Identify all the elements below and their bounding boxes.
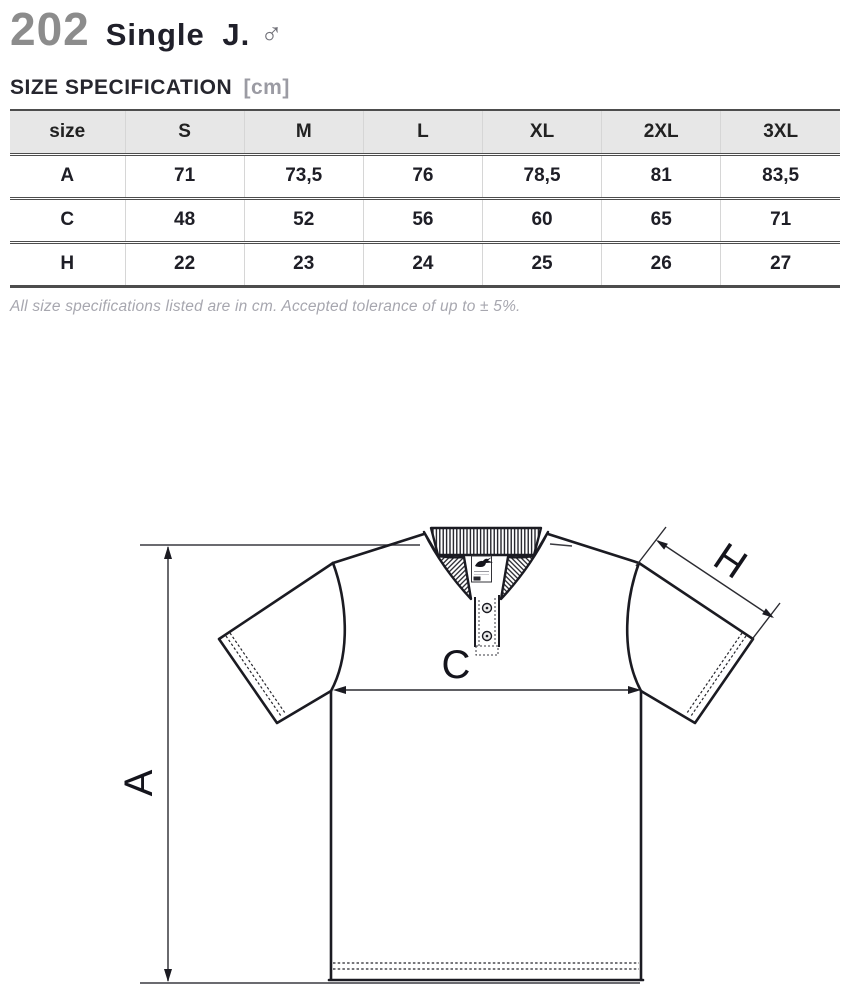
table-cell: 25: [482, 242, 601, 286]
table-cell: 22: [125, 242, 244, 286]
row-label: C: [10, 198, 125, 242]
page-header: [0, 0, 850, 55]
table-header-cell: S: [125, 110, 244, 155]
dimension-h: [636, 527, 780, 642]
dimension-a: [117, 546, 172, 982]
button: [483, 604, 492, 613]
polo-body: [219, 534, 753, 980]
table-cell: 76: [363, 154, 482, 198]
button-placket: [475, 595, 499, 655]
dim-label-a: A: [117, 769, 161, 797]
section-title: [10, 76, 850, 100]
brand-neck-label: [472, 556, 494, 582]
table-header-cell: XL: [482, 110, 601, 155]
table-cell: 23: [244, 242, 363, 286]
male-gender-icon: ♂: [260, 18, 283, 51]
dimension-c: [333, 643, 641, 694]
section-title-text: SIZE SPECIFICATION: [10, 75, 233, 99]
table-cell: 24: [363, 242, 482, 286]
table-row: [10, 242, 840, 286]
extension-lines: [140, 544, 640, 983]
product-code: 202: [10, 3, 90, 55]
size-table: [10, 109, 840, 288]
table-header-cell: 2XL: [602, 110, 721, 155]
table-header-cell: L: [363, 110, 482, 155]
table-cell: 48: [125, 198, 244, 242]
dim-label-c: C: [441, 643, 471, 687]
table-header-cell: size: [10, 110, 125, 155]
table-cell: 65: [602, 198, 721, 242]
table-cell: 56: [363, 198, 482, 242]
table-cell: 81: [602, 154, 721, 198]
polo-shirt-diagram: [0, 480, 850, 1002]
table-cell: 73,5: [244, 154, 363, 198]
section-unit: [cm]: [243, 75, 290, 99]
product-name: Single J.: [105, 17, 251, 52]
table-row: [10, 198, 840, 242]
table-cell: 26: [602, 242, 721, 286]
row-label: A: [10, 154, 125, 198]
table-cell: 78,5: [482, 154, 601, 198]
table-cell: 27: [721, 242, 840, 286]
table-header-cell: M: [244, 110, 363, 155]
table-row: [10, 154, 840, 198]
table-cell: 71: [125, 154, 244, 198]
dim-label-h: H: [705, 534, 755, 588]
row-label: H: [10, 242, 125, 286]
collar-band: [431, 528, 541, 555]
button: [483, 632, 492, 641]
table-cell: 83,5: [721, 154, 840, 198]
size-table-header-row: [10, 110, 840, 155]
table-header-cell: 3XL: [721, 110, 840, 155]
tolerance-footnote: All size specifications listed are in cm. Accepted tolerance of up to ± 5%.: [10, 297, 521, 315]
table-cell: 52: [244, 198, 363, 242]
stitch-lines: [226, 633, 746, 969]
table-cell: 60: [482, 198, 601, 242]
table-cell: 71: [721, 198, 840, 242]
